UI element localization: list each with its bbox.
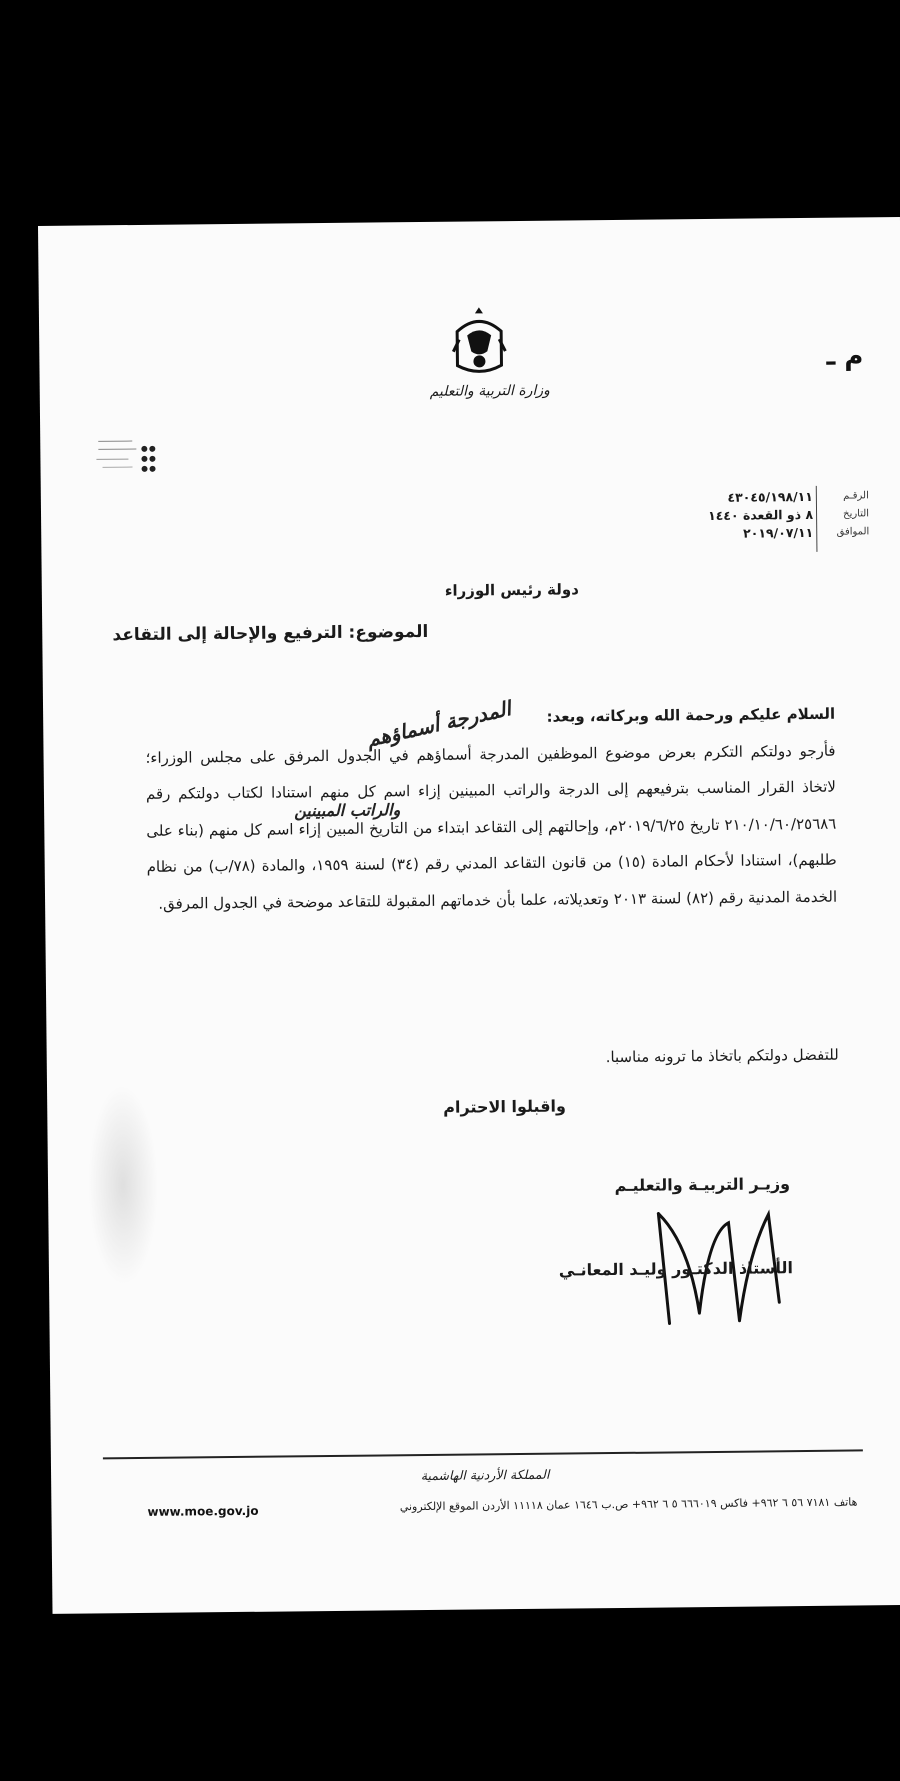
gregorian-date: ٢٠١٩/٠٧/١١ xyxy=(743,524,814,541)
letter-body xyxy=(145,696,837,922)
signatory-name: الأستاذ الدكتـور وليـد المعانـي xyxy=(558,1258,794,1280)
hijri-date-label: التاريخ xyxy=(843,508,870,520)
regards: واقبلوا الاحترام xyxy=(443,1096,567,1117)
reference-number-label: الرقـم xyxy=(843,490,869,502)
greeting: السلام عليكم ورحمة الله وبركاته، وبعد: xyxy=(546,704,836,726)
footer-website: www.moe.gov.jo xyxy=(147,1503,259,1519)
closing-line: للتفضل دولتكم باتخاذ ما ترونه مناسبا. xyxy=(605,1045,839,1067)
reference-number: ٤٣٠٤٥/١٩٨/١١ xyxy=(727,488,813,505)
letter-page xyxy=(38,217,900,1614)
gregorian-date-row xyxy=(619,523,869,544)
handwritten-note-2: والراتب المبينين xyxy=(294,800,401,821)
coat-of-arms-icon xyxy=(449,305,510,380)
footer-contact: هاتف ٧١٨١ ٥٦ ٦ ٩٦٢+ فاكس ٦٦٦٠١٩ ٥ ٦ ٩٦٢+ ص.ب ١٦٤٦ عمان ١١١١٨ الأردن الموقع الإلكتروني xyxy=(399,1495,858,1514)
corner-mark: م ـ xyxy=(826,341,864,372)
reference-block xyxy=(619,487,870,544)
ministry-name: وزارة التربية والتعليم xyxy=(429,382,550,400)
signatory-title: وزيـر التربيـة والتعليـم xyxy=(614,1174,791,1196)
handwritten-note: المدرجة أسماؤهم xyxy=(364,696,513,752)
body-paragraph: فأرجو دولتكم التكرم بعرض موضوع الموظفين المدرجة أسماؤهم في الجدول المرفق على مجلس الوزراء؛ لاتخاذ القرار المناسب بترفيعهم إلى الدرجة والراتب المبينين إزاء اسم كل منهم استنادا لكتاب دولتكم رقم ٢١٠/١٠/٦٠/٢٥٦٨٦ تاريخ ٢٠١٩/٦/٢٥م، وإحالتهم إلى التقاعد ابتداء من التاريخ المبين إزاء اسم كل منهم (بناء على طلبهم)، استنادا لأحكام المادة (١٥) من قانون التقاعد المدني رقم (٣٤) لسنة ١٩٥٩، والمادة (٧٨/ب) من نظام الخدمة المدنية رقم (٨٢) لسنة ٢٠١٣ وتعديلاته، علما بأن خدماتهم المقبولة للتقاعد موضحة في الجدول المرفق. xyxy=(145,741,838,913)
hijri-date: ٨ ذو القعدة ١٤٤٠ xyxy=(707,506,814,523)
gregorian-date-label: الموافق xyxy=(836,526,870,538)
addressee: دولة رئيس الوزراء xyxy=(444,580,579,600)
smudge xyxy=(87,1085,159,1286)
subject-line: الموضوع: الترفيع والإحالة إلى التقاعد xyxy=(112,621,429,646)
footer-country: المملكة الأردنية الهاشمية xyxy=(420,1466,550,1484)
received-stamp-icon xyxy=(92,435,162,476)
footer-rule xyxy=(103,1449,863,1459)
